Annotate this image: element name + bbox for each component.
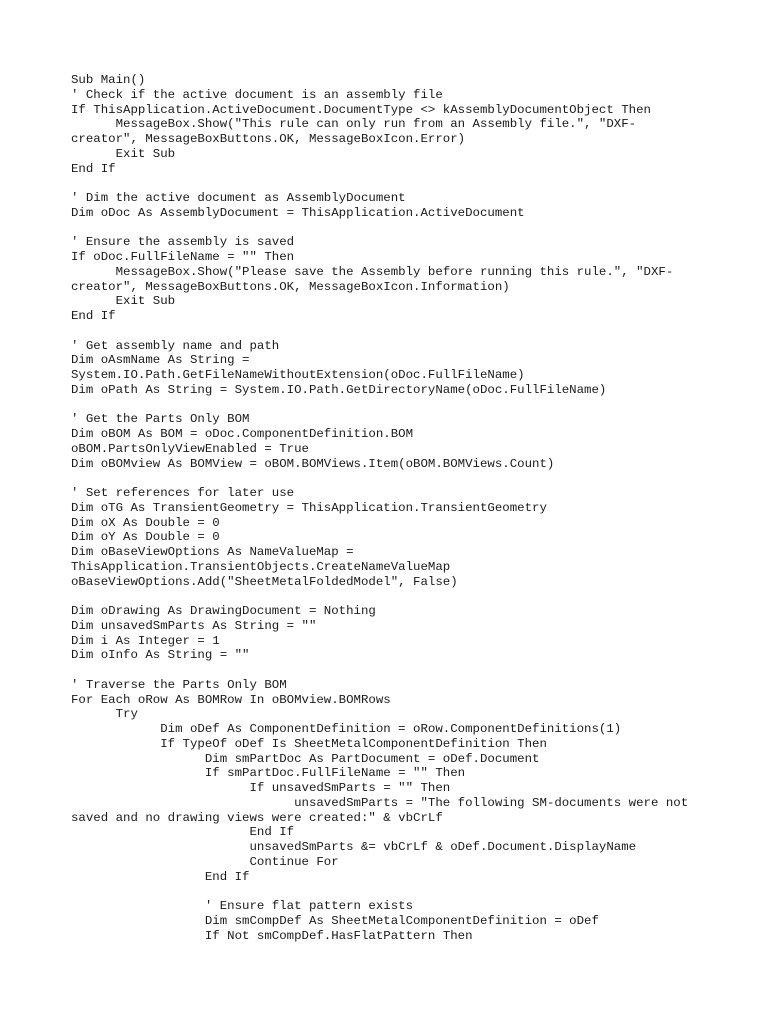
code-line: ' Check if the active document is an assembly file bbox=[71, 87, 443, 102]
blank-line bbox=[71, 221, 711, 236]
code-line: Dim oY As Double = 0 bbox=[71, 530, 220, 545]
code-line: ' Ensure the assembly is saved bbox=[71, 235, 295, 250]
code-line: Dim oDef As ComponentDefinition = oRow.ComponentDefinitions(1) bbox=[71, 722, 622, 736]
code-line: Try bbox=[71, 707, 138, 722]
code-line: Dim oTG As TransientGeometry = ThisApplication.TransientGeometry bbox=[71, 500, 547, 515]
code-line: Dim oBaseViewOptions As NameValueMap = bbox=[71, 545, 354, 559]
code-line: ' Ensure flat pattern exists bbox=[71, 899, 414, 913]
code-line: End If bbox=[71, 161, 116, 176]
code-line: unsavedSmParts = "The following SM-documents were not bbox=[71, 795, 689, 810]
code-line: ' Get assembly name and path bbox=[71, 338, 280, 353]
blank-line bbox=[71, 176, 711, 191]
code-line: oBaseViewOptions.Add("SheetMetalFoldedModel", False) bbox=[71, 574, 458, 589]
code-line: Exit Sub bbox=[71, 146, 176, 161]
code-listing bbox=[71, 73, 711, 943]
code-line: creator", MessageBoxButtons.OK, MessageBoxIcon.Information) bbox=[71, 279, 510, 294]
code-line: If Not smCompDef.HasFlatPattern Then bbox=[71, 928, 473, 943]
code-line: Dim smPartDoc As PartDocument = oDef.Document bbox=[71, 751, 540, 766]
code-line: If unsavedSmParts = "" Then bbox=[71, 781, 451, 795]
code-line: Dim oDrawing As DrawingDocument = Nothing bbox=[71, 604, 376, 618]
code-line: Dim oX As Double = 0 bbox=[71, 515, 220, 530]
code-line: Dim unsavedSmParts As String = "" bbox=[71, 618, 317, 633]
code-line: saved and no drawing views were created:" & vbCrLf bbox=[71, 810, 443, 825]
code-line: End If bbox=[71, 869, 250, 884]
code-line: If smPartDoc.FullFileName = "" Then bbox=[71, 766, 466, 781]
code-line: Dim smCompDef As SheetMetalComponentDefinition = oDef bbox=[71, 913, 599, 928]
blank-line bbox=[71, 589, 711, 604]
code-line: Exit Sub bbox=[71, 294, 176, 309]
code-line: Dim oBOM As BOM = oDoc.ComponentDefinition.BOM bbox=[71, 427, 414, 441]
code-line: oBOM.PartsOnlyViewEnabled = True bbox=[71, 441, 309, 456]
blank-line bbox=[71, 884, 711, 899]
code-line: Dim oInfo As String = "" bbox=[71, 648, 250, 663]
code-line: If TypeOf oDef Is SheetMetalComponentDefinition Then bbox=[71, 736, 547, 751]
code-line: ' Dim the active document as AssemblyDocument bbox=[71, 191, 406, 205]
code-line: System.IO.Path.GetFileNameWithoutExtension(oDoc.FullFileName) bbox=[71, 368, 525, 382]
code-line: Dim i As Integer = 1 bbox=[71, 633, 220, 648]
blank-line bbox=[71, 663, 711, 678]
blank-line bbox=[71, 471, 711, 486]
code-line: MessageBox.Show("Please save the Assembly before running this rule.", "DXF- bbox=[71, 264, 674, 279]
code-line: If oDoc.FullFileName = "" Then bbox=[71, 250, 295, 264]
code-line: End If bbox=[71, 309, 116, 323]
code-line: Sub Main() bbox=[71, 73, 146, 87]
code-line: For Each oRow As BOMRow In oBOMview.BOMRows bbox=[71, 692, 391, 707]
code-line: Dim oPath As String = System.IO.Path.GetDirectoryName(oDoc.FullFileName) bbox=[71, 382, 607, 397]
code-line: Dim oDoc As AssemblyDocument = ThisApplication.ActiveDocument bbox=[71, 205, 525, 220]
code-line: End If bbox=[71, 825, 295, 840]
code-line: ThisApplication.TransientObjects.CreateNameValueMap bbox=[71, 559, 451, 574]
blank-line bbox=[71, 398, 711, 413]
code-line: unsavedSmParts &= vbCrLf & oDef.Document.DisplayName bbox=[71, 840, 637, 854]
code-line: MessageBox.Show("This rule can only run from an Assembly file.", "DXF- bbox=[71, 117, 637, 132]
code-line: ' Set references for later use bbox=[71, 486, 295, 500]
code-line: Dim oBOMview As BOMView = oBOM.BOMViews.Item(oBOM.BOMViews.Count) bbox=[71, 456, 555, 471]
blank-line bbox=[71, 324, 711, 339]
code-line: If ThisApplication.ActiveDocument.DocumentType <> kAssemblyDocumentObject Then bbox=[71, 102, 651, 117]
code-line: creator", MessageBoxButtons.OK, MessageBoxIcon.Error) bbox=[71, 132, 466, 146]
code-line: ' Get the Parts Only BOM bbox=[71, 412, 250, 427]
code-line: Dim oAsmName As String = bbox=[71, 353, 250, 368]
code-line: ' Traverse the Parts Only BOM bbox=[71, 677, 287, 692]
code-line: Continue For bbox=[71, 854, 339, 869]
